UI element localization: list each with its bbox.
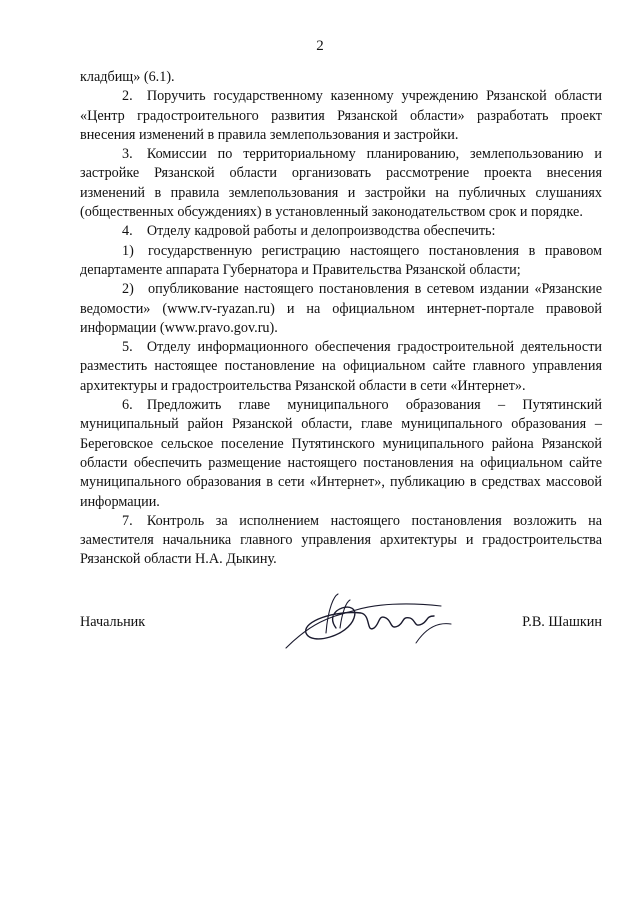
- paragraph-item-6: 6. Предложить главе муниципального образования – Путятинский муниципальный район Рязанской области, главе муниципального образования – Береговское сельское поселение Путятинского муниципального района Рязанской области обеспечить размещение настоящего постановления на официальном сайте муниципального образования в сети «Интернет», публикацию в средствах массовой информации.: [80, 397, 602, 510]
- page-number: 2: [316, 38, 324, 54]
- signatory-name: Р.В. Шашкин: [522, 614, 602, 630]
- paragraph-item-3: 3. Комиссии по территориальному планированию, землепользованию и застройке Рязанской области организовать рассмотрение проекта внесения изменений в правила землепользования и застройки на публичных слушаниях (общественных обсуждениях) в установленный законодательством срок и порядке.: [80, 146, 602, 221]
- signatory-title: Начальник: [80, 614, 146, 630]
- paragraph-item-5: 5. Отделу информационного обеспечения градостроительной деятельности разместить настоящее постановление на официальном сайте главного управления архитектуры и градостроительства Рязанской области в сети «Интернет».: [80, 339, 602, 394]
- handwritten-signature: [266, 588, 466, 658]
- paragraph-item-2: 2. Поручить государственному казенному учреждению Рязанской области «Центр градостроительного развития Рязанской области» разработать проект внесения изменений в правила землепользования и застройки.: [80, 88, 602, 143]
- paragraph-item-7: 7. Контроль за исполнением настоящего постановления возложить на заместителя начальника главного управления архитектуры и градостроительства Рязанской области Н.А. Дыкину.: [80, 512, 602, 568]
- document-body: [80, 68, 602, 570]
- paragraph-subitem-1: 1) государственную регистрацию настоящего постановления в правовом департаменте аппарата Губернатора и Правительства Рязанской области;: [80, 242, 602, 278]
- paragraph-subitem-2: 2) опубликование настоящего постановления в сетевом издании «Рязанские ведомости» (www.rv-ryazan.ru) и на официальном интернет-портале правовой информации (www.pravo.gov.ru).: [80, 281, 602, 336]
- paragraph-continuation: кладбищ» (6.1).: [80, 69, 175, 85]
- paragraph-item-4: 4. Отделу кадровой работы и делопроизводства обеспечить:: [122, 223, 496, 240]
